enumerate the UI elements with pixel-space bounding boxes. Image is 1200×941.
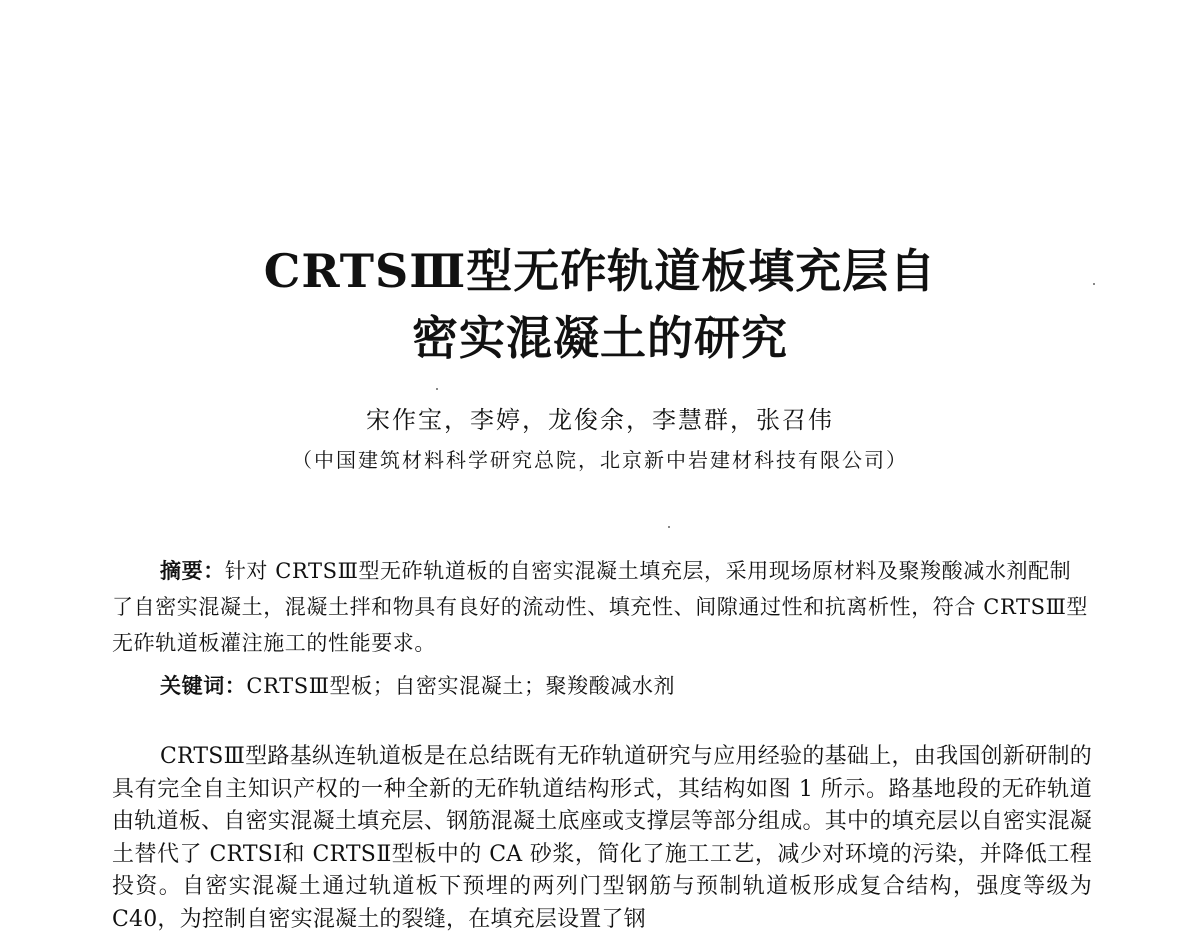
scan-speck: [436, 388, 438, 390]
author-affiliation: （中国建筑材料科学研究总院，北京新中岩建材科技有限公司）: [292, 448, 908, 472]
scan-speck: [1093, 283, 1095, 285]
abstract-paragraph: [112, 553, 1092, 661]
abstract-text: 针对 CRTSⅢ型无砟轨道板的自密实混凝土填充层，采用现场原材料及聚羧酸减水剂配制了自密实混凝土，混凝土拌和物具有良好的流动性、填充性、间隙通过性和抗离析性，符合 CRTSⅢ型无砟轨道板灌注施工的性能要求。: [112, 559, 1089, 655]
paper-title-line-1: CRTSⅢ型无砟轨道板填充层自: [263, 244, 937, 298]
scan-speck: [668, 526, 670, 528]
keywords-label: 关键词：: [160, 674, 247, 698]
abstract-label: 摘要：: [160, 559, 225, 583]
abstract-block: [112, 553, 1092, 661]
body-paragraph: CRTSⅢ型路基纵连轨道板是在总结既有无砟轨道研究与应用经验的基础上，由我国创新研制的具有完全自主知识产权的一种全新的无砟轨道结构形式，其结构如图 1 所示。路基地段的无砟轨道由轨道板、自密实混凝土填充层、钢筋混凝土底座或支撑层等部分组成。其中的填充层以自密实混凝土替代了 CRTSⅠ和 CRTSⅡ型板中的 CA 砂浆，简化了施工工艺，减少对环境的污染，并降低工程投资。自密实混凝土通过轨道板下预埋的两列门型钢筋与预制轨道板形成复合结构，强度等级为 C40，为控制自密实混凝土的裂缝，在填充层设置了钢: [112, 744, 1092, 932]
body-section: [112, 741, 1092, 936]
keywords-text: CRTSⅢ型板；自密实混凝土；聚羧酸减水剂: [246, 674, 676, 698]
keywords-block: [160, 668, 1090, 704]
paper-title-line-2: 密实混凝土的研究: [412, 311, 788, 365]
author-list: 宋作宝，李婷，龙俊余，李慧群，张召伟: [366, 406, 834, 434]
